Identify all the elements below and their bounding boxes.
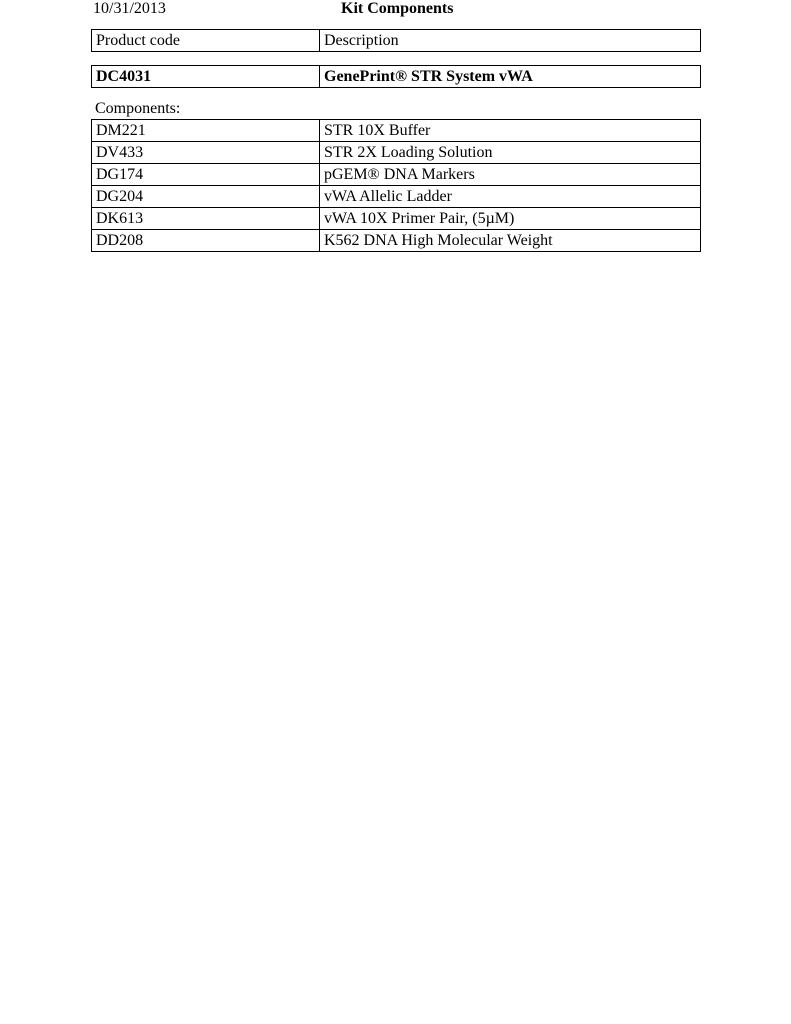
component-description: vWA 10X Primer Pair, (5µM) [320, 208, 701, 230]
column-header-row [92, 30, 701, 52]
component-code: DK613 [92, 208, 320, 230]
product-code: DC4031 [92, 66, 320, 88]
table-row [92, 120, 701, 142]
component-description: STR 10X Buffer [320, 120, 701, 142]
column-header-description: Description [320, 30, 701, 52]
column-header-table [91, 29, 701, 52]
components-table [91, 119, 701, 252]
table-row [92, 208, 701, 230]
component-description: vWA Allelic Ladder [320, 186, 701, 208]
component-description: pGEM® DNA Markers [320, 164, 701, 186]
table-row [92, 230, 701, 252]
component-code: DG204 [92, 186, 320, 208]
component-code: DD208 [92, 230, 320, 252]
column-header-product-code: Product code [92, 30, 320, 52]
component-code: DV433 [92, 142, 320, 164]
component-description: K562 DNA High Molecular Weight [320, 230, 701, 252]
product-row [92, 66, 701, 88]
table-row [92, 164, 701, 186]
product-description: GenePrint® STR System vWA [320, 66, 701, 88]
report-date: 10/31/2013 [93, 0, 166, 17]
component-description: STR 2X Loading Solution [320, 142, 701, 164]
page-title: Kit Components [341, 0, 454, 17]
table-row [92, 186, 701, 208]
component-code: DM221 [92, 120, 320, 142]
components-label: Components: [95, 100, 181, 117]
component-code: DG174 [92, 164, 320, 186]
table-row [92, 142, 701, 164]
product-table [91, 65, 701, 88]
